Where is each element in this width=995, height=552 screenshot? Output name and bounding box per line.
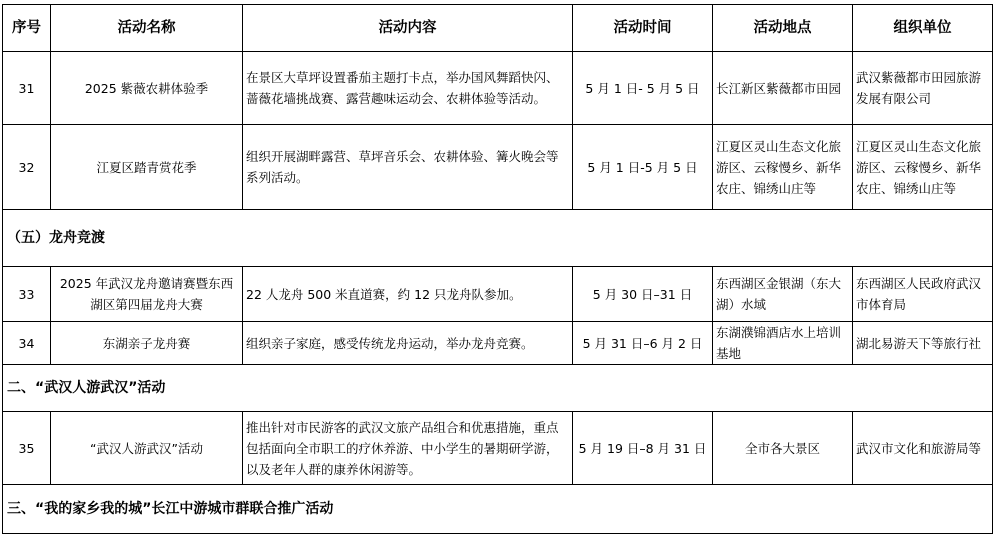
header-content: 活动内容 xyxy=(243,5,573,52)
table-row xyxy=(3,322,993,365)
section-row xyxy=(3,210,993,267)
cell-place: 长江新区紫薇都市田园 xyxy=(713,52,853,125)
cell-time: 5 月 30 日–31 日 xyxy=(573,267,713,322)
header-time: 活动时间 xyxy=(573,5,713,52)
cell-org: 武汉市文化和旅游局等 xyxy=(853,412,993,485)
header-row xyxy=(3,5,993,52)
cell-place: 江夏区灵山生态文化旅游区、云稼慢乡、新华农庄、锦绣山庄等 xyxy=(713,125,853,210)
section-heading: 二、“武汉人游武汉”活动 xyxy=(3,365,993,412)
cell-time: 5 月 31 日–6 月 2 日 xyxy=(573,322,713,365)
cell-time: 5 月 19 日–8 月 31 日 xyxy=(573,412,713,485)
cell-name: 江夏区踏青赏花季 xyxy=(51,125,243,210)
header-place: 活动地点 xyxy=(713,5,853,52)
cell-content: 组织亲子家庭，感受传统龙舟运动，举办龙舟竞赛。 xyxy=(243,322,573,365)
cell-no: 34 xyxy=(3,322,51,365)
table-row xyxy=(3,267,993,322)
section-heading: （五）龙舟竞渡 xyxy=(3,210,993,267)
cell-no: 35 xyxy=(3,412,51,485)
header-org: 组织单位 xyxy=(853,5,993,52)
cell-no: 32 xyxy=(3,125,51,210)
table-row xyxy=(3,412,993,485)
cell-content: 组织开展湖畔露营、草坪音乐会、农耕体验、篝火晚会等系列活动。 xyxy=(243,125,573,210)
cell-time: 5 月 1 日- 5 月 5 日 xyxy=(573,52,713,125)
cell-name: 2025 年武汉龙舟邀请赛暨东西湖区第四届龙舟大赛 xyxy=(51,267,243,322)
cell-place: 全市各大景区 xyxy=(713,412,853,485)
activity-table xyxy=(2,4,993,534)
table-row xyxy=(3,52,993,125)
cell-org: 江夏区灵山生态文化旅游区、云稼慢乡、新华农庄、锦绣山庄等 xyxy=(853,125,993,210)
cell-org: 东西湖区人民政府武汉市体育局 xyxy=(853,267,993,322)
cell-content: 在景区大草坪设置番茄主题打卡点，举办国风舞蹈快闪、蔷薇花墙挑战赛、露营趣味运动会、农耕体验等活动。 xyxy=(243,52,573,125)
cell-time: 5 月 1 日-5 月 5 日 xyxy=(573,125,713,210)
cell-content: 22 人龙舟 500 米直道赛，约 12 只龙舟队参加。 xyxy=(243,267,573,322)
cell-no: 33 xyxy=(3,267,51,322)
cell-name: 2025 紫薇农耕体验季 xyxy=(51,52,243,125)
cell-org: 武汉紫薇都市田园旅游发展有限公司 xyxy=(853,52,993,125)
cell-place: 东湖濮锦酒店水上培训基地 xyxy=(713,322,853,365)
header-no: 序号 xyxy=(3,5,51,52)
table-row xyxy=(3,125,993,210)
cell-no: 31 xyxy=(3,52,51,125)
cell-name: “武汉人游武汉”活动 xyxy=(51,412,243,485)
cell-place: 东西湖区金银湖（东大湖）水域 xyxy=(713,267,853,322)
section-row xyxy=(3,365,993,412)
cell-org: 湖北易游天下等旅行社 xyxy=(853,322,993,365)
header-name: 活动名称 xyxy=(51,5,243,52)
cell-name: 东湖亲子龙舟赛 xyxy=(51,322,243,365)
section-heading: 三、“我的家乡我的城”长江中游城市群联合推广活动 xyxy=(3,485,993,534)
section-row xyxy=(3,485,993,534)
cell-content: 推出针对市民游客的武汉文旅产品组合和优惠措施，重点包括面向全市职工的疗休养游、中小学生的暑期研学游，以及老年人群的康养休闲游等。 xyxy=(243,412,573,485)
